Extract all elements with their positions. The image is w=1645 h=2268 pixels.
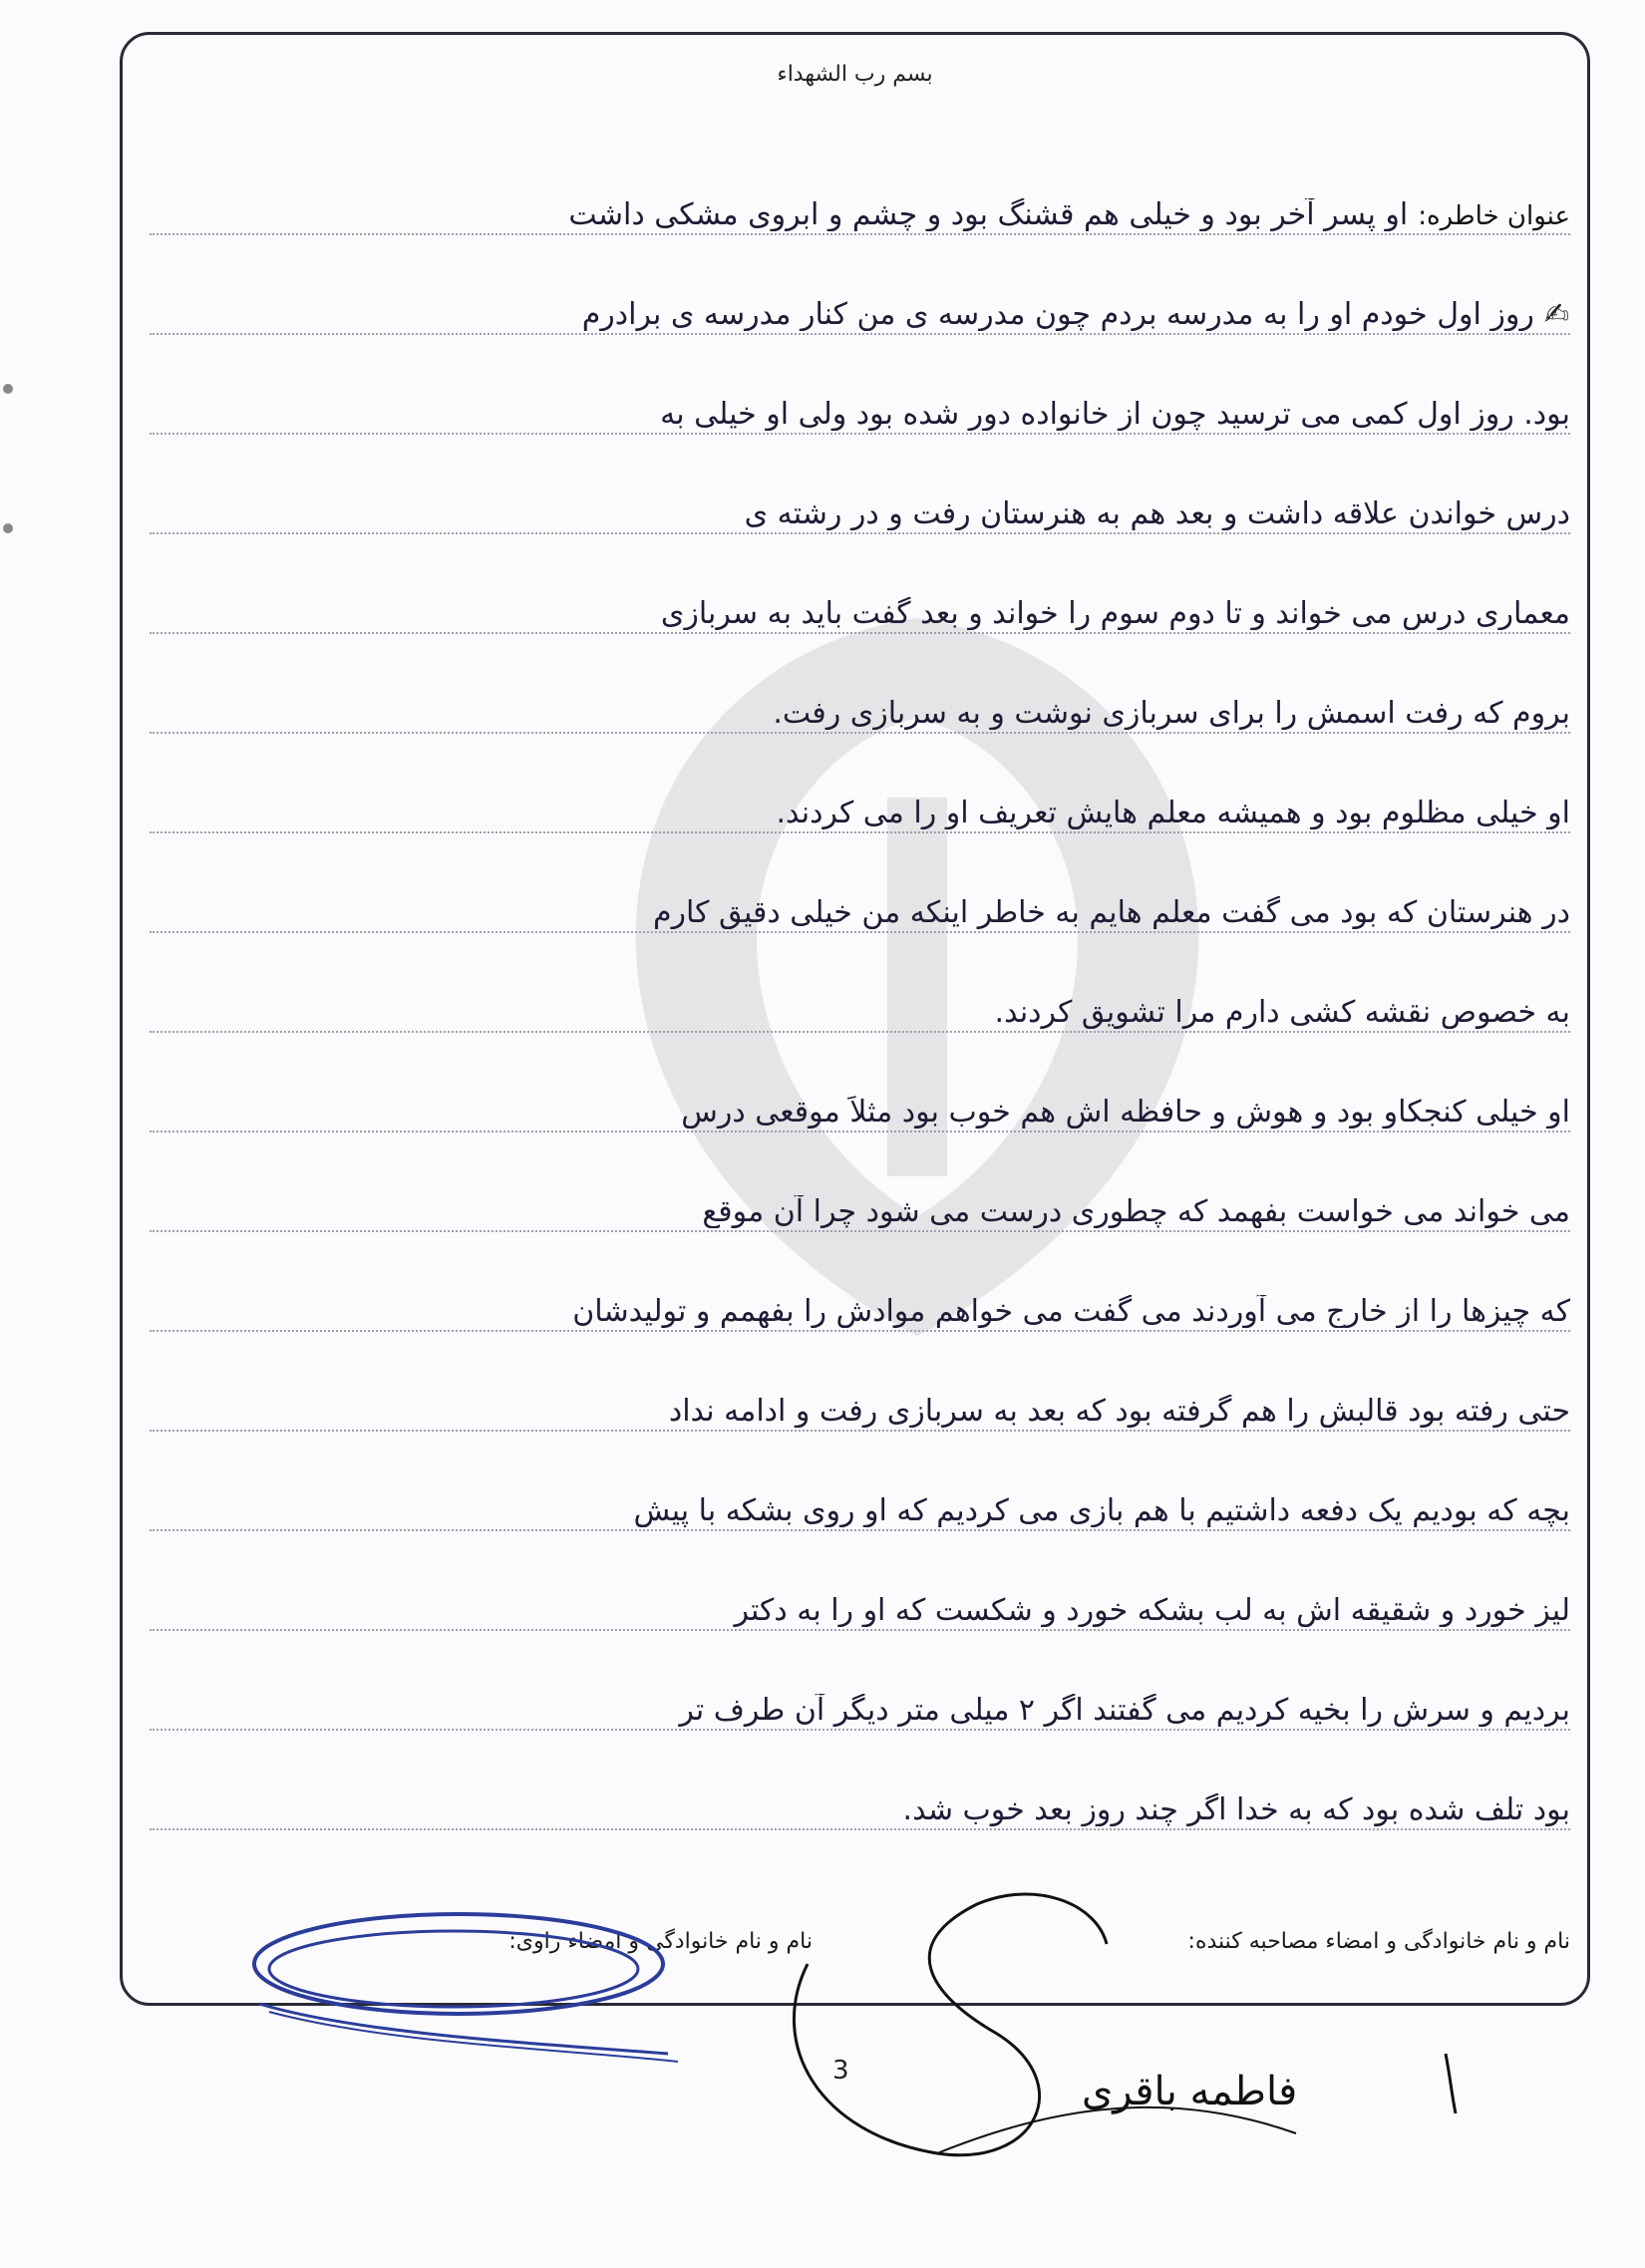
page-number: 3 bbox=[832, 2056, 849, 2086]
signature-mark bbox=[1436, 2049, 1466, 2118]
memory-line-text: لیز خورد و شقیقه اش به لب بشکه خورد و شکست که او را به دکتر bbox=[734, 1594, 1570, 1627]
memory-line-text: می خواند می خواست بفهمد که چطوری درست می شود چرا آن موقع bbox=[702, 1195, 1570, 1228]
memory-line-text: او پسر آخر بود و خیلی هم قشنگ بود و چشم و ابروی مشکی داشت bbox=[568, 198, 1409, 231]
memory-line-text: در هنرستان که بود می گفت معلم هایم به خاطر اینکه من خیلی دقیق کارم bbox=[652, 896, 1570, 929]
memory-line-text: بردیم و سرش را بخیه کردیم می گفتند اگر ۲ میلی متر دیگر آن طرف تر bbox=[679, 1694, 1570, 1727]
memory-line-text: بود. روز اول کمی می ترسید چون از خانواده دور شده بود ولی او خیلی به bbox=[660, 398, 1570, 431]
dotted-rule bbox=[150, 931, 1570, 933]
memory-line bbox=[140, 1545, 1570, 1645]
memory-line-text: بود تلف شده بود که به خدا اگر چند روز بعد خوب شد. bbox=[902, 1793, 1570, 1826]
dotted-rule bbox=[150, 333, 1570, 335]
memory-line bbox=[140, 1745, 1570, 1844]
memory-line-text: حتی رفته بود قالبش را هم گرفته بود که بعد به سربازی رفت و ادامه نداد bbox=[668, 1395, 1570, 1428]
memory-line-text: او خیلی کنجکاو بود و هوش و حافظه اش هم خوب بود مثلاً موقعی درس bbox=[681, 1096, 1570, 1129]
memory-line-text: درس خواندن علاقه داشت و بعد هم به هنرستان رفت و در رشته ی bbox=[744, 497, 1570, 530]
memory-line bbox=[140, 947, 1570, 1047]
memory-line bbox=[140, 548, 1570, 648]
memory-line bbox=[140, 249, 1570, 349]
dotted-rule bbox=[150, 632, 1570, 634]
dotted-rule bbox=[150, 732, 1570, 734]
binder-holes bbox=[0, 339, 20, 558]
interviewer-signature-label: نام و نام خانوادگی و امضاء مصاحبه کننده: bbox=[1187, 1929, 1570, 1954]
memory-line-text: به خصوص نقشه کشی دارم مرا تشویق کردند. bbox=[994, 996, 1570, 1029]
narrator-signature-scribble bbox=[239, 1894, 678, 2064]
memory-line bbox=[140, 1346, 1570, 1446]
memory-line-text: روز اول خودم او را به مدرسه بردم چون مدرسه ی من کنار مدرسه ی برادرم bbox=[581, 298, 1534, 331]
pen-icon: ✍ bbox=[1543, 298, 1570, 331]
dotted-rule bbox=[150, 233, 1570, 235]
dotted-rule bbox=[150, 1131, 1570, 1133]
dotted-rule bbox=[150, 1230, 1570, 1232]
dotted-rule bbox=[150, 1729, 1570, 1731]
memory-line bbox=[140, 648, 1570, 748]
page-header: بسم رب الشهداء bbox=[777, 62, 933, 87]
memory-line bbox=[140, 1246, 1570, 1346]
dotted-rule bbox=[150, 1031, 1570, 1033]
memory-line-text: او خیلی مظلوم بود و همیشه معلم هایش تعریف او را می کردند. bbox=[776, 797, 1570, 829]
dotted-rule bbox=[150, 532, 1570, 534]
memory-text bbox=[140, 150, 1570, 1844]
dotted-rule bbox=[150, 1430, 1570, 1432]
memory-line-text: بروم که رفت اسمش را برای سربازی نوشت و به سربازی رفت. bbox=[773, 697, 1570, 730]
dotted-rule bbox=[150, 1330, 1570, 1332]
dotted-rule bbox=[150, 433, 1570, 435]
dotted-rule bbox=[150, 1629, 1570, 1631]
narrator-signature-label: نام و نام خانوادگی و امضاء راوی: bbox=[508, 1929, 813, 1954]
memory-line bbox=[140, 449, 1570, 548]
dotted-rule bbox=[150, 831, 1570, 833]
memory-line bbox=[140, 349, 1570, 449]
memory-line bbox=[140, 1146, 1570, 1246]
signature-name: فاطمه باقری bbox=[1082, 2069, 1298, 2114]
interviewer-signature-scribble bbox=[778, 1884, 1316, 2173]
memory-line bbox=[140, 847, 1570, 947]
dotted-rule bbox=[150, 1529, 1570, 1531]
dotted-rule bbox=[150, 1828, 1570, 1830]
memory-line bbox=[140, 1446, 1570, 1545]
memory-title-label: عنوان خاطره: bbox=[1418, 201, 1570, 231]
memory-line-text: که چیزها را از خارج می آوردند می گفت می خواهم موادش را بفهمم و تولیدشان bbox=[572, 1295, 1570, 1328]
memory-line bbox=[140, 748, 1570, 847]
memory-line-text: معماری درس می خواند و تا دوم سوم را خواند و بعد گفت باید به سربازی bbox=[660, 597, 1570, 630]
memory-line-text: بچه که بودیم یک دفعه داشتیم با هم بازی می کردیم که او روی بشکه با پیش bbox=[633, 1494, 1570, 1527]
memory-line bbox=[140, 150, 1570, 249]
memory-line bbox=[140, 1645, 1570, 1745]
memory-line bbox=[140, 1047, 1570, 1146]
